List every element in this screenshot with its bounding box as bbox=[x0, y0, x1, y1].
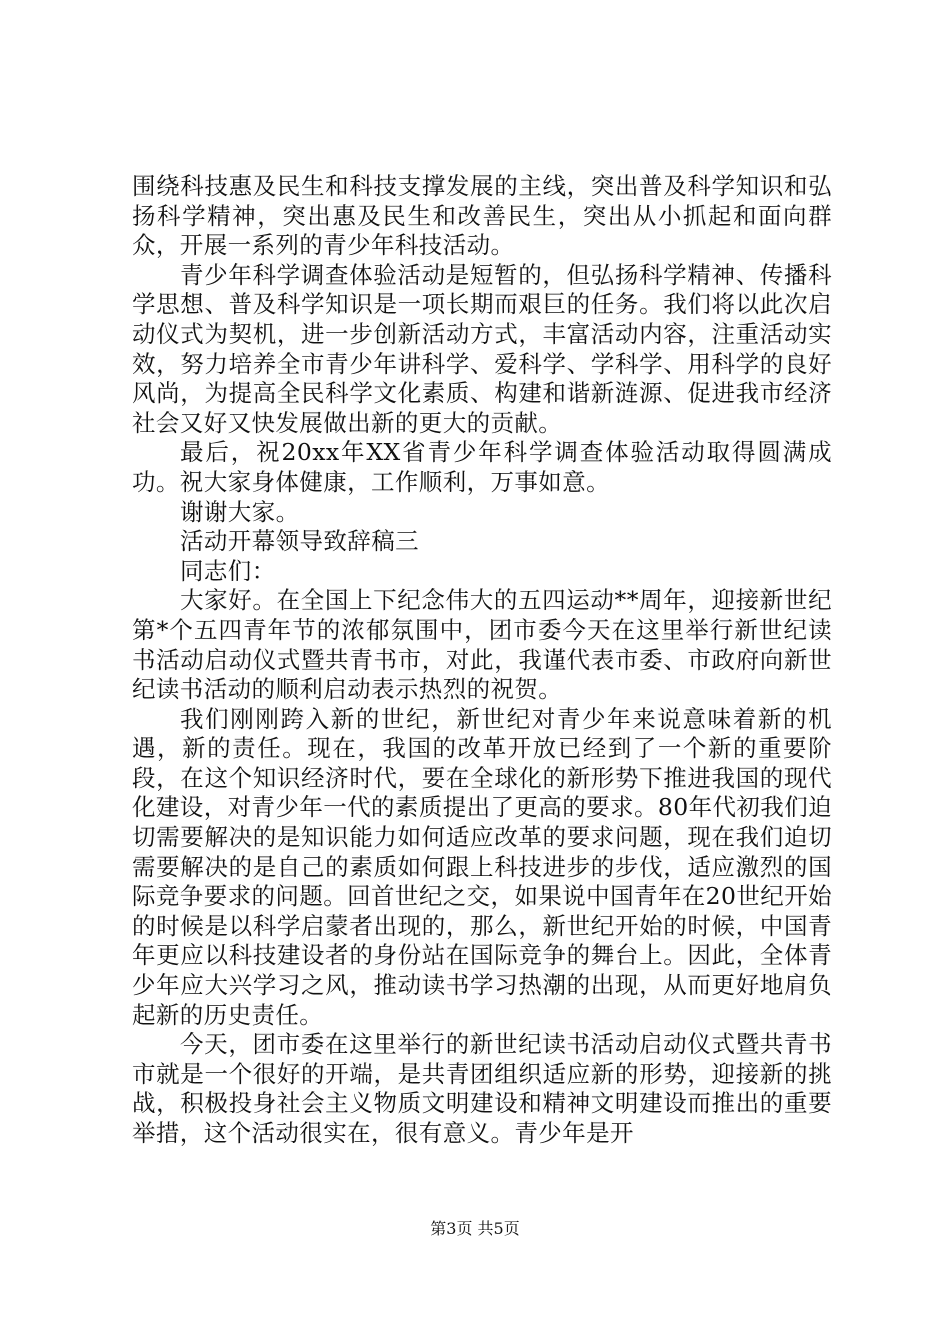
section-title: 活动开幕领导致辞稿三 bbox=[180, 527, 419, 556]
page-footer bbox=[0, 1216, 950, 1239]
document-body bbox=[132, 172, 832, 1149]
paragraph-3: 最后，祝20xx年XX省青少年科学调查体验活动取得圆满成功。祝大家身体健康，工作顺利，万事如意。 bbox=[132, 438, 832, 496]
paragraph-9: 今天，团市委在这里举行的新世纪读书活动启动仪式暨共青书市就是一个很好的开端，是共青团组织适应新的形势，迎接新的挑战，积极投身社会主义物质文明建设和精神文明建设而推出的重要举措，这个活动很实在，很有意义。青少年是开 bbox=[132, 1030, 832, 1147]
paragraph-8: 我们刚刚跨入新的世纪，新世纪对青少年来说意味着新的机遇，新的责任。现在，我国的改革开放已经到了一个新的重要阶段，在这个知识经济时代，要在全球化的新形势下推进我国的现代化建设，对青少年一代的素质提出了更高的要求。80年代初我们迫切需要解决的是知识能力如何适应改革的要求问题，现在我们迫切需要解决的是自己的素质如何跟上科技进步的步伐，适应激烈的国际竞争要求的问题。回首世纪之交，如果说中国青年在20世纪开始的时候是以科学启蒙者出现的，那么，新世纪开始的时候，中国青年更应以科技建设者的身份站在国际竞争的舞台上。因此，全体青少年应大兴学习之风，推动读书学习热潮的出现，从而更好地肩负起新的历史责任。 bbox=[132, 704, 832, 1029]
paragraph-2: 青少年科学调查体验活动是短暂的，但弘扬科学精神、传播科学思想、普及科学知识是一项长期而艰巨的任务。我们将以此次启动仪式为契机，进一步创新活动方式，丰富活动内容，注重活动实效，努力培养全市青少年讲科学、爱科学、学科学、用科学的良好风尚，为提高全民科学文化素质、构建和谐新涟源、促进我市经济社会又好又快发展做出新的更大的贡献。 bbox=[132, 260, 832, 437]
page-number: 第3页 共5页 bbox=[430, 1219, 520, 1238]
salutation: 同志们： bbox=[180, 556, 276, 585]
paragraph-7: 大家好。在全国上下纪念伟大的五四运动**周年，迎接新世纪第*个五四青年节的浓郁氛围中，团市委今天在这里举行新世纪读书活动启动仪式暨共青书市，对此，我谨代表市委、市政府向新世纪读书活动的顺利启动表示热烈的祝贺。 bbox=[132, 586, 832, 704]
paragraph-1: 围绕科技惠及民生和科技支撑发展的主线，突出普及科学知识和弘扬科学精神，突出惠及民生和改善民生，突出从小抓起和面向群众，开展一系列的青少年科技活动。 bbox=[132, 172, 832, 260]
paragraph-4: 谢谢大家。 bbox=[180, 497, 300, 526]
